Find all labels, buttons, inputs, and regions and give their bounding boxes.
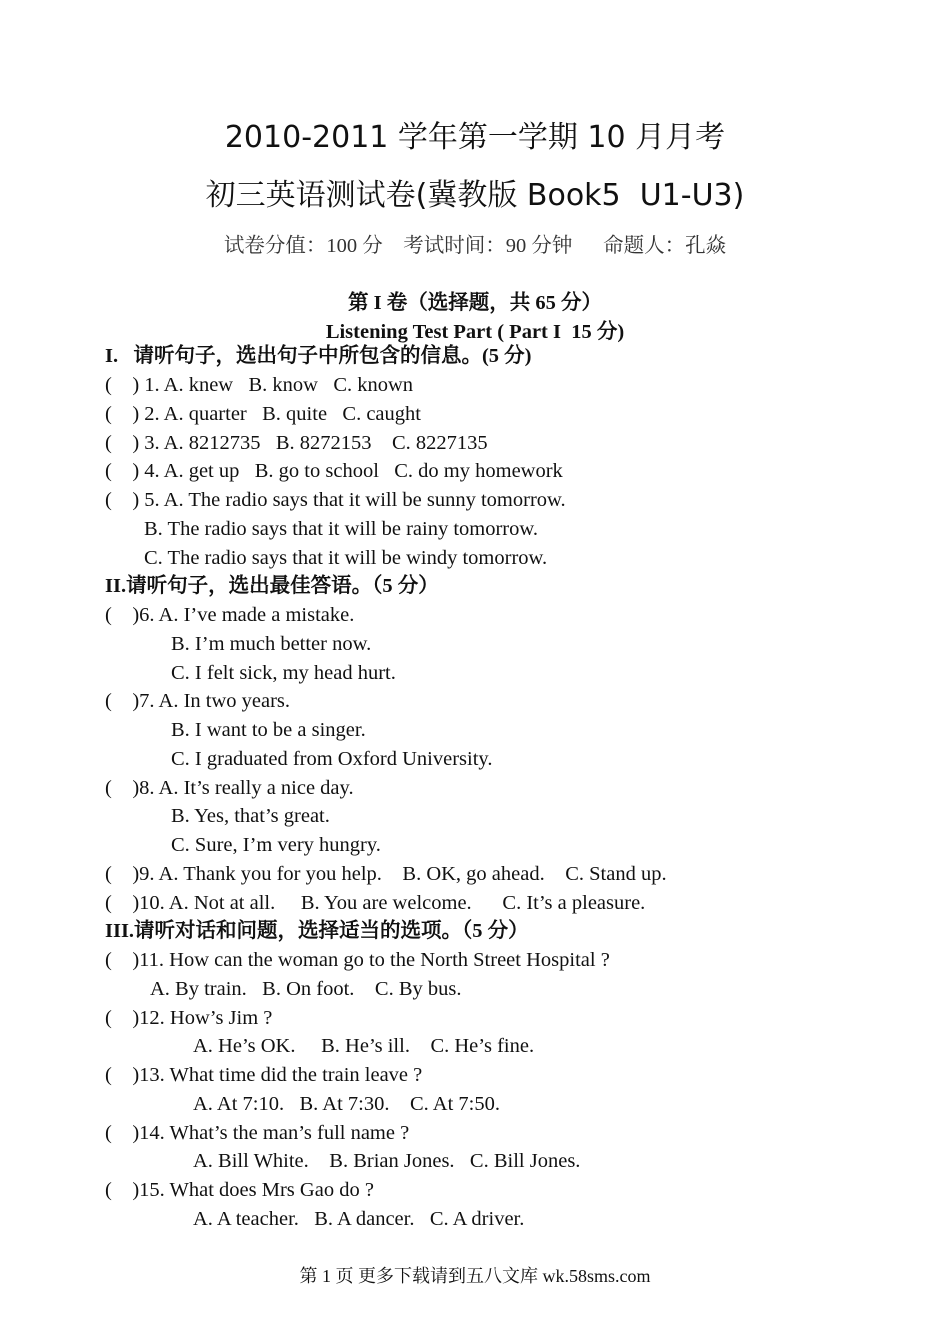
question-line: ( ) 4. A. get up B. go to school C. do my homework (105, 460, 563, 482)
option-line: C. The radio says that it will be windy tomorrow. (144, 547, 548, 569)
part1-heading: I. 请听句子，选出句子中所包含的信息。(5 分) (105, 345, 532, 367)
option-line: B. I’m much better now. (171, 633, 372, 655)
question-line: ( ) 2. A. quarter B. quite C. caught (105, 403, 421, 425)
volume-heading: 第 I 卷（选择题，共 65 分） (348, 292, 602, 314)
option-line: A. He’s OK. B. He’s ill. C. He’s fine. (193, 1035, 535, 1057)
question-line: ( )8. A. It’s really a nice day. (105, 777, 354, 799)
question-line: ( )12. How’s Jim ? (105, 1007, 273, 1029)
question-line: ( ) 5. A. The radio says that it will be sunny tomorrow. (105, 489, 566, 511)
question-line: ( )9. A. Thank you for you help. B. OK, go ahead. C. Stand up. (105, 863, 667, 885)
question-line: ( )14. What’s the man’s full name ? (105, 1122, 410, 1144)
question-line: ( )15. What does Mrs Gao do ? (105, 1179, 374, 1201)
page-title-line2: 初三英语测试卷(冀教版 Book5 U1-U3) (205, 178, 745, 213)
option-line: A. By train. B. On foot. C. By bus. (150, 978, 462, 1000)
question-line: ( )11. How can the woman go to the North Street Hospital ? (105, 949, 610, 971)
question-line: ( ) 1. A. knew B. know C. known (105, 374, 414, 396)
option-line: A. A teacher. B. A dancer. C. A driver. (193, 1208, 525, 1230)
option-line: A. At 7:10. B. At 7:30. C. At 7:50. (193, 1093, 500, 1115)
exam-info: 试卷分值：100 分 考试时间：90 分钟 命题人：孔焱 (223, 235, 727, 257)
question-line: ( ) 3. A. 8212735 B. 8272153 C. 8227135 (105, 432, 488, 454)
question-line: ( )6. A. I’ve made a mistake. (105, 604, 355, 626)
part3-heading: III.请听对话和问题，选择适当的选项。（5 分） (105, 920, 529, 942)
question-line: ( )7. A. In two years. (105, 690, 291, 712)
option-line: C. I graduated from Oxford University. (171, 748, 493, 770)
option-line: A. Bill White. B. Brian Jones. C. Bill Jones. (193, 1150, 581, 1172)
part2-heading: II.请听句子，选出最佳答语。（5 分） (105, 575, 439, 597)
question-line: ( )13. What time did the train leave ? (105, 1064, 423, 1086)
listening-heading: Listening Test Part ( Part I 15 分) (325, 321, 625, 343)
option-line: B. I want to be a singer. (171, 719, 366, 741)
question-line: ( )10. A. Not at all. B. You are welcome. C. It’s a pleasure. (105, 892, 646, 914)
page-footer: 第 1 页 更多下载请到五八文库 wk.58sms.com (299, 1266, 651, 1286)
option-line: C. I felt sick, my head hurt. (171, 662, 396, 684)
option-line: B. Yes, that’s great. (171, 805, 330, 827)
option-line: C. Sure, I’m very hungry. (171, 834, 381, 856)
page-title-line1: 2010-2011 学年第一学期 10 月月考 (224, 120, 726, 155)
option-line: B. The radio says that it will be rainy tomorrow. (144, 518, 538, 540)
